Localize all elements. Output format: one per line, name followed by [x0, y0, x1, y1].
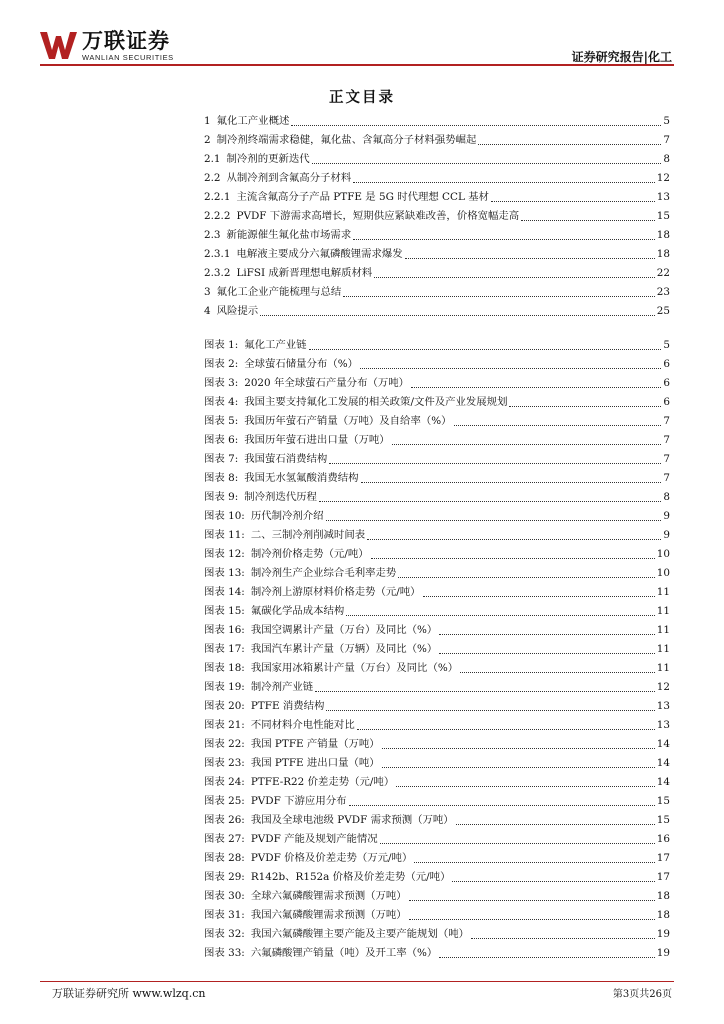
dot-leader: [439, 653, 654, 654]
company-name-cn: 万联证券: [82, 29, 170, 53]
figure-entry-title: 我国主要支持氟化工发展的相关政策/文件及产业发展规划: [244, 396, 508, 408]
figure-entry-title: 我国空调累计产量（万台）及同比（%）: [250, 624, 438, 636]
figure-entry-title: 二、三制冷剂削减时间表: [250, 529, 366, 541]
figure-entry-title: 我国历年萤石进出口量（万吨）: [244, 434, 390, 446]
dot-leader: [315, 691, 655, 692]
figure-entry-page: 5: [663, 339, 670, 351]
table-of-contents: [204, 112, 670, 963]
figure-entry-title: PVDF 产能及规划产能情况: [250, 833, 378, 845]
dot-leader: [396, 786, 655, 787]
figure-entry-number: 图表 17:: [204, 643, 245, 655]
dot-leader: [398, 577, 654, 578]
toc-entry[interactable]: [204, 112, 670, 131]
figure-entry-number: 图表 32:: [204, 928, 245, 940]
dot-leader: [405, 258, 655, 259]
figure-entry[interactable]: [204, 374, 670, 393]
figure-entry-page: 9: [663, 529, 670, 541]
list-spacer: [204, 321, 670, 336]
toc-entry-title: 新能源催生氟化盐市场需求: [226, 229, 352, 241]
figure-entry-page: 6: [663, 358, 670, 370]
figure-entry-title: 我国历年萤石产销量（万吨）及自给率（%）: [244, 415, 452, 427]
dot-leader: [374, 277, 654, 278]
toc-entry-page: 8: [663, 153, 670, 165]
figure-entry-number: 图表 15:: [204, 605, 245, 617]
figure-entry-title: 我国及全球电池级 PVDF 需求预测（万吨）: [250, 814, 454, 826]
figure-entry-page: 9: [663, 510, 670, 522]
figure-entry[interactable]: [204, 811, 670, 830]
footer-source: 万联证券研究所 www.wlzq.cn: [52, 987, 206, 1000]
dot-leader: [291, 125, 661, 126]
figure-entry-page: 17: [656, 852, 670, 864]
figure-entry-number: 图表 23:: [204, 757, 245, 769]
toc-entry[interactable]: [204, 131, 670, 150]
figure-entry[interactable]: [204, 697, 670, 716]
figure-entry-number: 图表 33:: [204, 947, 245, 959]
toc-entry[interactable]: [204, 264, 670, 283]
figure-entry-number: 图表 4:: [204, 396, 239, 408]
figure-entry-title: 我国汽车累计产量（万辆）及同比（%）: [250, 643, 438, 655]
dot-leader: [423, 596, 655, 597]
figure-entry-title: 制冷剂价格走势（元/吨）: [250, 548, 369, 560]
figure-entry-number: 图表 31:: [204, 909, 245, 921]
wanlian-logo-icon: [40, 30, 78, 60]
figure-entry[interactable]: [204, 944, 670, 963]
toc-entry-title: PVDF 下游需求高增长，短期供应紧缺难改善，价格宽幅走高: [236, 210, 520, 222]
dot-leader: [329, 463, 661, 464]
toc-entry-number: 3: [204, 286, 211, 298]
dot-leader: [460, 672, 655, 673]
figure-entry[interactable]: [204, 488, 670, 507]
dot-leader: [509, 406, 661, 407]
toc-entry-page: 7: [663, 134, 670, 146]
figure-entry[interactable]: [204, 412, 670, 431]
dot-leader: [452, 881, 654, 882]
figure-entry-page: 11: [656, 605, 670, 617]
toc-entry-page: 5: [663, 115, 670, 127]
figure-entry-page: 19: [656, 928, 670, 940]
figure-entry-page: 14: [656, 757, 670, 769]
figure-entry-number: 图表 2:: [204, 358, 239, 370]
figure-entry[interactable]: [204, 906, 670, 925]
dot-leader: [382, 767, 655, 768]
dot-leader: [361, 482, 662, 483]
toc-entry-title: 电解液主要成分六氟磷酸锂需求爆发: [236, 248, 403, 260]
figure-entry-page: 16: [656, 833, 670, 845]
figure-entry[interactable]: [204, 393, 670, 412]
figure-entry-title: PTFE 消费结构: [250, 700, 325, 712]
figure-entry-page: 7: [663, 453, 670, 465]
figure-entry-page: 7: [663, 472, 670, 484]
dot-leader: [260, 315, 655, 316]
figure-entry[interactable]: [204, 336, 670, 355]
figure-entry-number: 图表 9:: [204, 491, 239, 503]
dot-leader: [312, 163, 662, 164]
dot-leader: [371, 558, 655, 559]
figure-entry-page: 11: [656, 586, 670, 598]
toc-entry-number: 2.3.2: [204, 267, 231, 279]
toc-entry-page: 25: [656, 305, 670, 317]
toc-entry[interactable]: [204, 283, 670, 302]
figure-entry-title: 制冷剂上游原材料价格走势（元/吨）: [250, 586, 421, 598]
figure-entry[interactable]: [204, 792, 670, 811]
toc-entry-page: 23: [656, 286, 670, 298]
figure-entry-number: 图表 6:: [204, 434, 239, 446]
figure-entry-number: 图表 14:: [204, 586, 245, 598]
figure-entry-number: 图表 28:: [204, 852, 245, 864]
dot-leader: [346, 615, 654, 616]
figure-entry[interactable]: [204, 735, 670, 754]
figure-entry-number: 图表 20:: [204, 700, 245, 712]
page-title: 正文目录: [329, 90, 395, 106]
figure-entry-page: 10: [656, 567, 670, 579]
toc-entry[interactable]: [204, 150, 670, 169]
dot-leader: [439, 634, 654, 635]
figure-entry-number: 图表 25:: [204, 795, 245, 807]
figure-entry-number: 图表 8:: [204, 472, 239, 484]
toc-entry-number: 2.2.2: [204, 210, 231, 222]
figure-entry[interactable]: [204, 602, 670, 621]
dot-leader: [456, 824, 655, 825]
figure-entry-title: R142b、R152a 价格及价差走势（元/吨）: [250, 871, 451, 883]
company-name-en: WANLIAN SECURITIES: [82, 53, 174, 62]
page-number: 第3页共26页: [612, 989, 672, 1000]
figure-entry-title: PTFE-R22 价差走势（元/吨）: [250, 776, 395, 788]
figure-entry-number: 图表 29:: [204, 871, 245, 883]
figure-entry-page: 18: [656, 909, 670, 921]
figure-entry-page: 18: [656, 890, 670, 902]
toc-entry[interactable]: [204, 302, 670, 321]
figure-entry-title: 氟化工产业链: [244, 339, 307, 351]
toc-entry[interactable]: [204, 245, 670, 264]
toc-entry-page: 18: [656, 248, 670, 260]
figure-entry-page: 7: [663, 434, 670, 446]
toc-entry-title: 主流含氟高分子产品 PTFE 是 5G 时代理想 CCL 基材: [236, 191, 489, 203]
figure-entry[interactable]: [204, 469, 670, 488]
dot-leader: [521, 220, 655, 221]
figure-entry-number: 图表 10:: [204, 510, 245, 522]
figure-entry-page: 6: [663, 377, 670, 389]
figure-entry-page: 12: [656, 681, 670, 693]
figure-entry-page: 14: [656, 776, 670, 788]
dot-leader: [349, 805, 655, 806]
toc-entry-number: 2: [204, 134, 211, 146]
figure-entry[interactable]: [204, 830, 670, 849]
toc-entry-number: 2.1: [204, 153, 221, 165]
figure-entry-page: 13: [656, 700, 670, 712]
figure-entry-title: 历代制冷剂介绍: [250, 510, 324, 522]
figure-entry-page: 15: [656, 814, 670, 826]
dot-leader: [380, 843, 655, 844]
dot-leader: [326, 710, 654, 711]
figure-entry-title: 不同材料介电性能对比: [250, 719, 355, 731]
dot-leader: [326, 520, 662, 521]
toc-entry-page: 18: [656, 229, 670, 241]
figure-list: [204, 336, 670, 963]
figure-entry[interactable]: [204, 754, 670, 773]
toc-entry-title: LiFSI 成新晋理想电解质材料: [236, 267, 373, 279]
figure-entry-page: 7: [663, 415, 670, 427]
figure-entry-number: 图表 21:: [204, 719, 245, 731]
figure-entry-page: 8: [663, 491, 670, 503]
toc-entry[interactable]: [204, 188, 670, 207]
toc-entry[interactable]: [204, 169, 670, 188]
toc-entry-title: 从制冷剂到含氟高分子材料: [226, 172, 352, 184]
dot-leader: [454, 425, 662, 426]
figure-entry[interactable]: [204, 849, 670, 868]
figure-entry-number: 图表 16:: [204, 624, 245, 636]
figure-entry[interactable]: [204, 355, 670, 374]
figure-entry[interactable]: [204, 868, 670, 887]
figure-entry-number: 图表 1:: [204, 339, 239, 351]
toc-entry-number: 2.2: [204, 172, 221, 184]
header-divider: [40, 64, 674, 66]
figure-entry-number: 图表 5:: [204, 415, 239, 427]
figure-entry-page: 11: [656, 662, 670, 674]
toc-entry-page: 15: [656, 210, 670, 222]
figure-entry-title: 制冷剂生产企业综合毛利率走势: [250, 567, 397, 579]
dot-leader: [357, 729, 655, 730]
figure-entry[interactable]: [204, 431, 670, 450]
figure-entry-number: 图表 19:: [204, 681, 245, 693]
dot-leader: [414, 862, 654, 863]
figure-entry-number: 图表 12:: [204, 548, 245, 560]
dot-leader: [409, 900, 655, 901]
dot-leader: [353, 182, 655, 183]
toc-entry-page: 13: [656, 191, 670, 203]
figure-entry[interactable]: [204, 583, 670, 602]
figure-entry-title: 全球六氟磷酸锂需求预测（万吨）: [250, 890, 407, 902]
figure-entry-title: 我国 PTFE 进出口量（吨）: [250, 757, 380, 769]
figure-entry-title: 2020 年全球萤石产量分布（万吨）: [244, 377, 410, 389]
figure-entry[interactable]: [204, 545, 670, 564]
figure-entry-number: 图表 27:: [204, 833, 245, 845]
dot-leader: [343, 296, 654, 297]
figure-entry-title: 制冷剂迭代历程: [244, 491, 317, 503]
figure-entry[interactable]: [204, 621, 670, 640]
figure-entry-title: 我国无水氢氟酸消费结构: [244, 472, 359, 484]
figure-entry-title: 我国 PTFE 产销量（万吨）: [250, 738, 380, 750]
figure-entry-title: 我国六氟磷酸锂主要产能及主要产能规划（吨）: [250, 928, 470, 940]
figure-entry-number: 图表 24:: [204, 776, 245, 788]
figure-entry-page: 19: [656, 947, 670, 959]
company-logo: [40, 30, 174, 62]
figure-entry-number: 图表 26:: [204, 814, 245, 826]
figure-entry-page: 11: [656, 624, 670, 636]
figure-entry-title: 我国六氟磷酸锂需求预测（万吨）: [250, 909, 407, 921]
report-type: 证券研究报告|化工: [571, 50, 672, 64]
figure-entry[interactable]: [204, 564, 670, 583]
figure-entry[interactable]: [204, 659, 670, 678]
figure-entry-title: 全球萤石储量分布（%）: [244, 358, 358, 370]
toc-entry[interactable]: [204, 226, 670, 245]
toc-entry-title: 制冷剂的更新迭代: [226, 153, 310, 165]
dot-leader: [409, 919, 655, 920]
figure-entry-number: 图表 22:: [204, 738, 245, 750]
figure-entry-page: 11: [656, 643, 670, 655]
figure-entry-title: PVDF 下游应用分布: [250, 795, 347, 807]
figure-entry-page: 17: [656, 871, 670, 883]
figure-entry-page: 6: [663, 396, 670, 408]
toc-entry-number: 4: [204, 305, 211, 317]
toc-entry-title: 氟化工产业概述: [216, 115, 290, 127]
figure-entry-title: 氟碳化学品成本结构: [250, 605, 345, 617]
figure-entry[interactable]: [204, 507, 670, 526]
figure-entry[interactable]: [204, 925, 670, 944]
figure-entry-number: 图表 13:: [204, 567, 245, 579]
figure-entry-number: 图表 3:: [204, 377, 239, 389]
figure-entry-number: 图表 11:: [204, 529, 245, 541]
dot-leader: [439, 957, 654, 958]
toc-entry-number: 2.3.1: [204, 248, 231, 260]
figure-entry-title: 六氟磷酸锂产销量（吨）及开工率（%）: [250, 947, 438, 959]
toc-entry-number: 2.3: [204, 229, 221, 241]
figure-entry-page: 13: [656, 719, 670, 731]
figure-entry-page: 10: [656, 548, 670, 560]
figure-entry[interactable]: [204, 450, 670, 469]
dot-leader: [392, 444, 662, 445]
figure-entry[interactable]: [204, 640, 670, 659]
figure-entry-title: 我国萤石消费结构: [244, 453, 328, 465]
page-header: [0, 0, 724, 70]
toc-entry-title: 氟化工企业产能梳理与总结: [216, 286, 342, 298]
dot-leader: [367, 539, 661, 540]
toc-entry-page: 22: [656, 267, 670, 279]
figure-entry[interactable]: [204, 716, 670, 735]
toc-entry-title: 风险提示: [216, 305, 259, 317]
figure-entry-title: 制冷剂产业链: [250, 681, 314, 693]
figure-entry-page: 14: [656, 738, 670, 750]
toc-entry-number: 1: [204, 115, 211, 127]
figure-entry-title: PVDF 价格及价差走势（万元/吨）: [250, 852, 413, 864]
figure-entry-number: 图表 30:: [204, 890, 245, 902]
figure-entry-title: 我国家用冰箱累计产量（万台）及同比（%）: [250, 662, 459, 674]
dot-leader: [382, 748, 655, 749]
figure-entry-page: 15: [656, 795, 670, 807]
figure-entry[interactable]: [204, 773, 670, 792]
toc-entry-number: 2.2.1: [204, 191, 231, 203]
dot-leader: [309, 349, 662, 350]
dot-leader: [319, 501, 661, 502]
dot-leader: [491, 201, 655, 202]
figure-entry-number: 图表 18:: [204, 662, 245, 674]
dot-leader: [478, 144, 661, 145]
figure-entry[interactable]: [204, 526, 670, 545]
dot-leader: [353, 239, 655, 240]
toc-entry[interactable]: [204, 207, 670, 226]
figure-entry[interactable]: [204, 678, 670, 697]
dot-leader: [360, 368, 661, 369]
footer-divider: [40, 981, 674, 982]
toc-entry-page: 12: [656, 172, 670, 184]
figure-entry-number: 图表 7:: [204, 453, 239, 465]
dot-leader: [411, 387, 661, 388]
dot-leader: [471, 938, 655, 939]
section-list: [204, 112, 670, 321]
figure-entry[interactable]: [204, 887, 670, 906]
toc-entry-title: 制冷剂终端需求稳健，氟化盐、含氟高分子材料强势崛起: [216, 134, 477, 146]
